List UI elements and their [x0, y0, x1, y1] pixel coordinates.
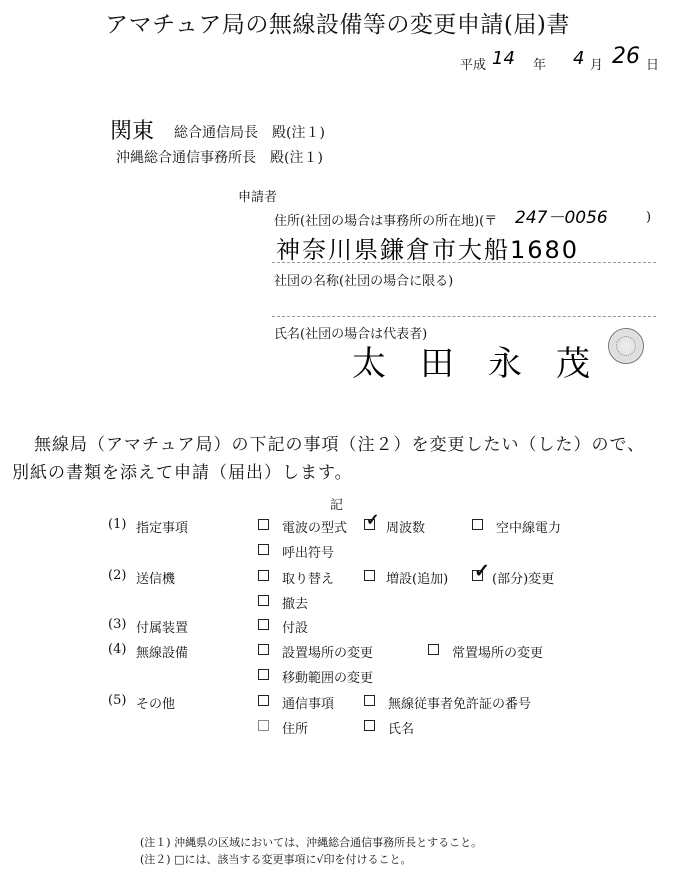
item-num-3: (3): [108, 617, 127, 632]
item-num-5: (5): [108, 693, 127, 708]
date-era: 平成: [460, 58, 487, 73]
checkbox-jusho[interactable]: [258, 720, 269, 731]
club-name-label: 社団の名称(社団の場合に限る): [274, 274, 454, 289]
item-label-1: 指定事項: [136, 521, 189, 536]
option-jochi-basho: 常置場所の変更: [452, 646, 544, 661]
item-label-2: 送信機: [136, 572, 176, 587]
postal-code-close: ): [646, 210, 652, 225]
date-month-suffix: 月: [590, 58, 604, 73]
checkbox-jochi-basho[interactable]: [428, 644, 439, 655]
statement-line2: 別紙の書類を添えて申請（届出）します。: [12, 463, 353, 483]
note-2: (注２) □には、該当する変更事項に√印を付けること。: [140, 853, 412, 866]
date-day-value: 26: [612, 44, 640, 69]
date-year-suffix: 年: [533, 58, 547, 73]
checkmark-shuhasu-icon: ✓: [366, 510, 380, 529]
option-yobidashi-fugo: 呼出符号: [282, 546, 335, 561]
option-shuhasu: 周波数: [386, 521, 426, 536]
applicant-heading: 申請者: [238, 190, 278, 205]
date-year-value: 14: [492, 48, 515, 69]
option-torikae: 取り替え: [282, 572, 335, 587]
address-label: 住所(社団の場合は事務所の所在地)(〒: [274, 214, 498, 229]
address-value: 神奈川県鎌倉市大船1680: [276, 236, 580, 264]
checkbox-menkyo-bango[interactable]: [364, 695, 375, 706]
checkbox-tekkyo[interactable]: [258, 595, 269, 606]
option-zousetsu: 増設(追加): [386, 572, 449, 587]
checkbox-secchi-basho[interactable]: [258, 644, 269, 655]
option-jusho: 住所: [282, 722, 309, 737]
personal-seal: [608, 328, 644, 364]
option-bubun-henkou: (部分)変更: [492, 572, 555, 587]
item-label-4: 無線設備: [136, 646, 189, 661]
checkbox-yobidashi-fugo[interactable]: [258, 544, 269, 555]
checkbox-ido-hani[interactable]: [258, 669, 269, 680]
addressee-line1: 総合通信局長 殿(注１): [174, 125, 325, 141]
checkbox-tsushin-jiko[interactable]: [258, 695, 269, 706]
option-tsushin-jiko: 通信事項: [282, 697, 335, 712]
checkbox-torikae[interactable]: [258, 570, 269, 581]
option-tekkyo: 撤去: [282, 597, 309, 612]
statement-line1: 無線局（アマチュア局）の下記の事項（注２）を変更したい（した）ので、: [34, 435, 646, 455]
option-menkyo-bango: 無線従事者免許証の番号: [388, 697, 532, 712]
checkbox-zousetsu[interactable]: [364, 570, 375, 581]
date-month-value: 4: [573, 48, 585, 69]
option-secchi-basho: 設置場所の変更: [282, 646, 374, 661]
option-shimei: 氏名: [388, 722, 415, 737]
checkmark-bubun-henkou-icon: ✓: [474, 560, 490, 582]
postal-code-value: 247－0056: [515, 208, 608, 228]
option-fusetsu: 付設: [282, 621, 309, 636]
checkbox-kuchu-denryoku[interactable]: [472, 519, 483, 530]
item-num-2: (2): [108, 568, 127, 583]
club-name-line: [272, 316, 656, 317]
name-label: 氏名(社団の場合は代表者): [274, 327, 428, 342]
address-line: [272, 262, 656, 263]
item-label-3: 付属装置: [136, 621, 189, 636]
item-label-5: その他: [136, 697, 176, 712]
option-denpa-keishiki: 電波の型式: [282, 521, 348, 536]
item-num-4: (4): [108, 642, 127, 657]
checkbox-shimei[interactable]: [364, 720, 375, 731]
checkbox-denpa-keishiki[interactable]: [258, 519, 269, 530]
addressee-line2: 沖縄総合通信事務所長 殿(注１): [116, 150, 323, 166]
ki-label: 記: [330, 498, 344, 513]
option-ido-hani: 移動範囲の変更: [282, 671, 374, 686]
item-num-1: (1): [108, 517, 127, 532]
addressee-region-handwritten: 関東: [110, 119, 155, 144]
form-title: アマチュア局の無線設備等の変更申請(届)書: [105, 12, 570, 38]
name-value: 太 田 永 茂: [352, 344, 590, 384]
note-1: (注１) 沖縄県の区域においては、沖縄総合通信事務所長とすること。: [140, 836, 483, 849]
option-kuchu-denryoku: 空中線電力: [496, 521, 562, 536]
date-day-suffix: 日: [646, 58, 660, 73]
checkbox-fusetsu[interactable]: [258, 619, 269, 630]
